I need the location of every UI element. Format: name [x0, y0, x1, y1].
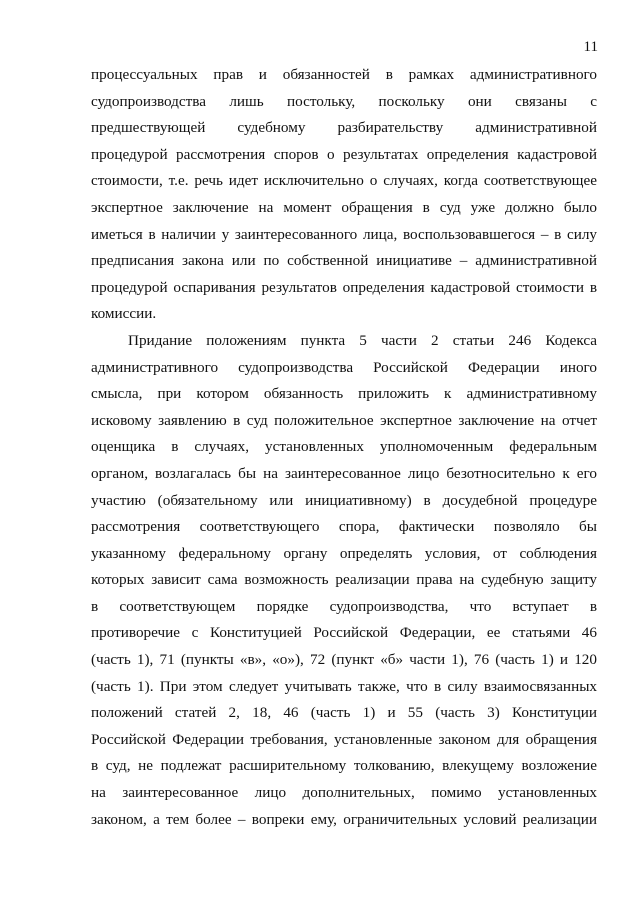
paragraph-2-line-10: которых зависит сама возможность реализации права на судебную защиту — [91, 571, 597, 589]
paragraph-2-line-5: оценщика в случаях, установленных уполномоченным федеральным — [91, 438, 597, 456]
paragraph-1-line-4: процедурой рассмотрения споров о результатах определения кадастровой — [91, 145, 597, 163]
paragraph-2-line-11: в соответствующем порядке судопроизводства, что вступает в — [91, 597, 597, 615]
paragraph-1-line-3: предшествующей судебному разбирательству административной — [91, 119, 597, 137]
paragraph-2-line-2: административного судопроизводства Российской Федерации иного — [91, 358, 597, 376]
paragraph-2-line-17: в суд, не подлежат расширительному толкованию, влекущему возложение — [91, 757, 597, 775]
paragraph-2-line-9: указанному федеральному органу определять условия, от соблюдения — [91, 544, 597, 562]
page-number: 11 — [583, 39, 598, 55]
paragraph-2-line-18: на заинтересованное лицо дополнительных, помимо установленных — [91, 784, 597, 802]
paragraph-2-line-12: противоречие с Конституцией Российской Федерации, ее статьями 46 — [91, 624, 597, 642]
paragraph-2-line-1: Придание положениям пункта 5 части 2 статьи 246 Кодекса — [128, 331, 597, 349]
paragraph-2-line-7: участию (обязательному или инициативному) в досудебной процедуре — [91, 491, 597, 509]
paragraph-2-line-19: законом, а тем более – вопреки ему, ограничительных условий реализации — [91, 810, 597, 828]
paragraph-2-line-15: положений статей 2, 18, 46 (часть 1) и 55 (часть 3) Конституции — [91, 704, 597, 722]
paragraph-2-line-6: органом, возлагалась бы на заинтересованное лицо безотносительно к его — [91, 464, 597, 482]
paragraph-1-line-1: процессуальных прав и обязанностей в рамках административного — [91, 66, 597, 83]
paragraph-1-line-10: комиссии. — [91, 305, 157, 323]
paragraph-2-line-4: исковому заявлению в суд положительное экспертное заключение на отчет — [91, 411, 597, 429]
paragraph-2-line-13: (часть 1), 71 (пункты «в», «о»), 72 (пункт «б» части 1), 76 (часть 1) и 120 — [91, 651, 597, 669]
body-text — [91, 62, 597, 833]
paragraph-2-line-3: смысла, при котором обязанность приложить к административному — [91, 385, 597, 403]
paragraph-1-line-2: судопроизводства лишь постольку, поскольку они связаны с — [91, 92, 597, 110]
paragraph-2-line-16: Российской Федерации требования, установленные законом для обращения — [91, 730, 597, 748]
paragraph-2-line-14: (часть 1). При этом следует учитывать также, что в силу взаимосвязанных — [91, 677, 597, 695]
paragraph-1-line-8: предписания закона или по собственной инициативе – административной — [91, 252, 597, 270]
paragraph-1-line-9: процедурой оспаривания результатов определения кадастровой стоимости в — [91, 278, 597, 296]
paragraph-1-line-5: стоимости, т.е. речь идет исключительно о случаях, когда соответствующее — [91, 172, 597, 190]
paragraph-2-line-8: рассмотрения соответствующего спора, фактически позволяло бы — [91, 518, 597, 536]
paragraph-1-line-7: иметься в наличии у заинтересованного лица, воспользовавшегося – в силу — [91, 225, 597, 243]
paragraph-1-line-6: экспертное заключение на момент обращения в суд уже должно было — [91, 198, 597, 216]
